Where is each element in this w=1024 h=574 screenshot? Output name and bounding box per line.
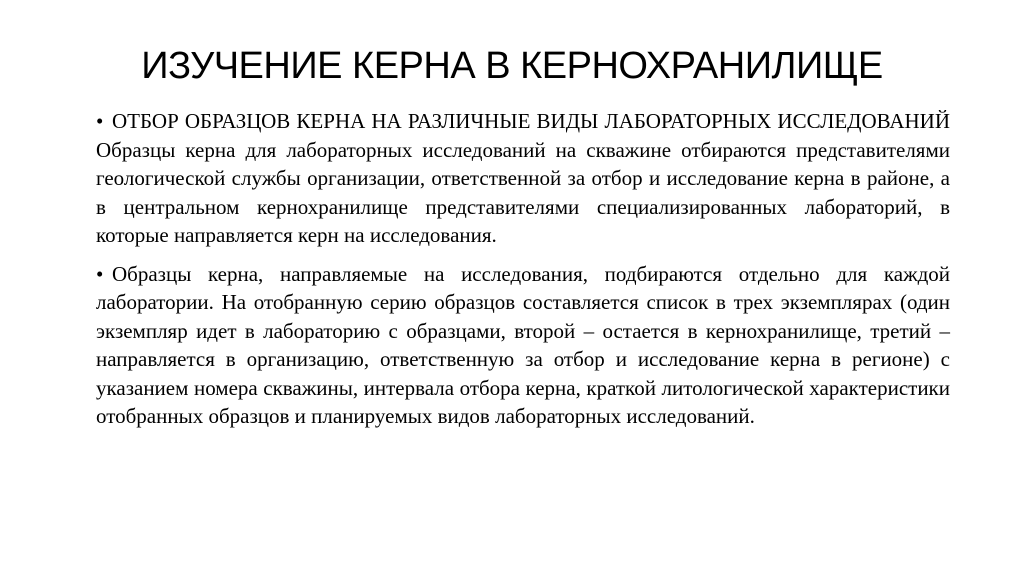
bullet-mark: • (96, 109, 104, 133)
bullet-heading: ОТБОР ОБРАЗЦОВ КЕРНА НА РАЗЛИЧНЫЕ ВИДЫ ЛАБОРАТОРНЫХ ИССЛЕДОВАНИЙ (112, 109, 950, 133)
bullet-mark: • (96, 261, 104, 286)
bullet-item-1 (96, 107, 950, 250)
bullet-text: Образцы керна для лабораторных исследований на скважине отбираются представителями геологической службы организации, ответственной за отбор и исследование керна в районе, а в центральном кернохранилище представителями специализированных лабораторий, в которые направляется керн на исследования. (96, 137, 950, 247)
bullet-text: Образцы керна, направляемые на исследования, подбираются отдельно для каждой лаборатории. На отобранную серию образцов составляется список в трех экземплярах (один экземпляр идет в лабораторию с образцами, второй – остается в кернохранилище, третий – направляется в организацию, ответственную за отбор и исследование керна в регионе) с указанием номера скважины, интервала отбора керна, краткой литологической характеристики отобранных образцов и планируемых видов лабораторных исследований. (96, 261, 950, 428)
slide-body (96, 107, 950, 441)
slide-title: ИЗУЧЕНИЕ КЕРНА В КЕРНОХРАНИЛИЩЕ (141, 45, 883, 87)
bullet-item-2 (96, 260, 950, 431)
